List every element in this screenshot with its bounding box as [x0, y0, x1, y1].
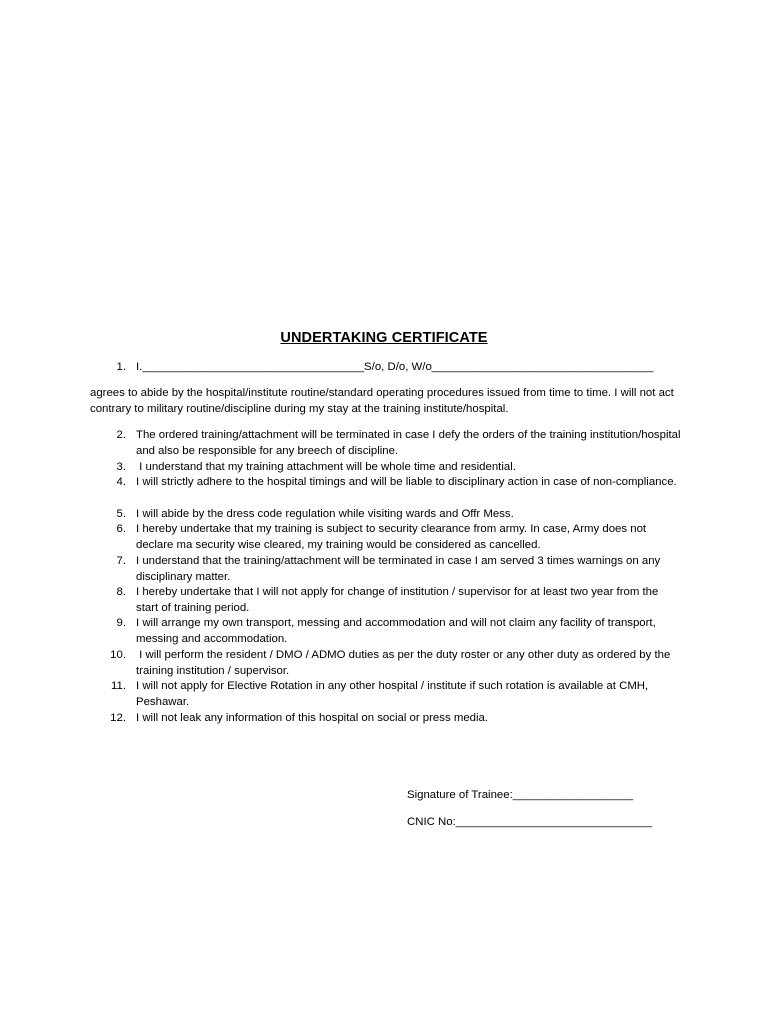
signature-line: Signature of Trainee:___________________	[407, 789, 634, 801]
list-item-number: 3.	[116, 461, 126, 473]
list-item-number: 11.	[111, 680, 126, 692]
list-item-text: I understand that my training attachment will be whole time and residential.	[136, 461, 516, 473]
list-item-text: I will abide by the dress code regulation while visiting wards and Offr Mess.	[136, 508, 514, 520]
name-fill-line: I.___________________________________S/o, D/o, W/o___________________________________	[136, 361, 654, 373]
list-item-number: 6.	[116, 523, 126, 535]
list-item-text: I hereby undertake that my training is subject to security clearance from army. In case, Army does not declare ma security wise cleared, my training would be considered as cancelled.	[136, 523, 647, 551]
list-item-number: 5.	[116, 508, 126, 520]
list-item-text: I will strictly adhere to the hospital timings and will be liable to disciplinary action in case of non-compliance.	[136, 476, 677, 488]
list-item-text: I will arrange my own transport, messing and accommodation and will not claim any facility of transport, messing and accommodation.	[136, 617, 656, 645]
cnic-line: CNIC No:_______________________________	[407, 816, 653, 828]
list-item-number: 1.	[116, 361, 126, 373]
document-title: UNDERTAKING CERTIFICATE	[280, 330, 488, 346]
list-item-number: 4.	[116, 476, 126, 488]
list-item-number: 2.	[116, 429, 126, 441]
list-item-text: The ordered training/attachment will be terminated in case I defy the orders of the training institution/hospital and also be responsible for any breech of discipline.	[136, 429, 681, 457]
list-item-text: I understand that the training/attachment will be terminated in case I am served 3 times warnings on any disciplinary matter.	[136, 555, 661, 583]
list-item-text: I will not leak any information of this hospital on social or press media.	[136, 712, 489, 724]
list-item-number: 8.	[116, 586, 126, 598]
list-item-text: I will perform the resident / DMO / ADMO duties as per the duty roster or any other duty as ordered by the training institution / supervisor.	[136, 649, 674, 677]
list-item-number: 7.	[116, 555, 126, 567]
list-item-text: I will not apply for Elective Rotation in any other hospital / institute if such rotation is available at CMH, Peshawar.	[136, 680, 649, 708]
agreement-paragraph: agrees to abide by the hospital/institute routine/standard operating procedures issued from time to time. I will not act contrary to military routine/discipline during my stay at the training institute/hospital.	[90, 387, 674, 415]
list-item-number: 12.	[110, 712, 126, 724]
list-item-number: 9.	[116, 617, 126, 629]
list-item-number: 10.	[110, 649, 126, 661]
list-item-text: I hereby undertake that I will not apply for change of institution / supervisor for at least two year from the start of training period.	[136, 586, 659, 614]
